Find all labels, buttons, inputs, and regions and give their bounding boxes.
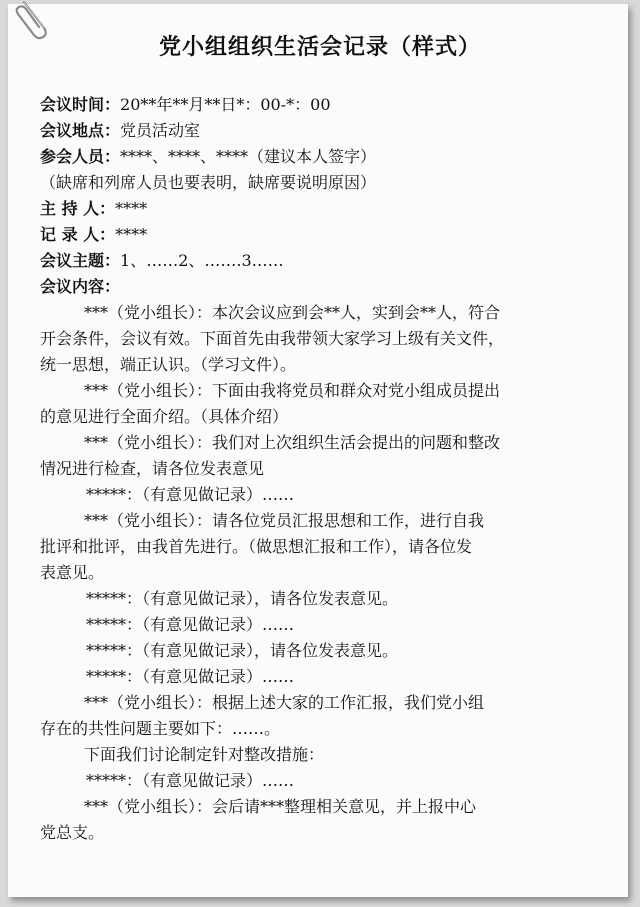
meeting-place-row — [40, 118, 622, 144]
topic-label: 会议主题： — [40, 251, 121, 270]
body-line: ***（党小组长）：我们对上次组织生活会提出的问题和整改 — [84, 433, 501, 452]
host-label: 主 持 人： — [40, 199, 116, 218]
body-line: ***（党小组长）：请各位党员汇报思想和工作，进行自我 — [84, 511, 485, 530]
host-row — [40, 196, 622, 222]
host-value: **** — [115, 199, 148, 218]
meeting-time-value: 20**年**月**日*：00-*：00 — [120, 95, 331, 114]
body-line: ***（党小组长）：会后请***整理相关意见，并上报中心 — [84, 797, 477, 816]
body-line: *****：（有意见做记录），请各位发表意见。 — [86, 589, 399, 608]
recorder-value: **** — [115, 225, 148, 244]
body-line: 批评和批评，由我首先进行。（做思想汇报和工作），请各位发 — [40, 537, 473, 556]
content-row — [40, 274, 622, 300]
meeting-time-label: 会议时间： — [40, 95, 121, 114]
meeting-place-value: 党员活动室 — [120, 121, 201, 140]
body-line: 统一思想，端正认识。（学习文件）。 — [40, 355, 297, 374]
recorder-label: 记 录 人： — [40, 225, 116, 244]
body-line: 党总支。 — [40, 823, 105, 842]
body-line: 存在的共性问题主要如下：……。 — [40, 719, 281, 738]
body-line: *****：（有意见做记录）…… — [86, 485, 295, 504]
topic-value: 1、……2、…….3…… — [120, 251, 284, 270]
attendees-label: 参会人员： — [40, 147, 121, 166]
attendees-value: ****、****、****（建议本人签字） — [120, 147, 377, 166]
body-line: 情况进行检查，请各位发表意见 — [40, 459, 265, 478]
record-content — [40, 92, 622, 846]
page-title: 党小组组织生活会记录（样式） — [158, 34, 481, 60]
attendees-row — [40, 144, 622, 170]
body-line: 开会条件，会议有效。下面首先由我带领大家学习上级有关文件， — [40, 329, 505, 348]
topic-row — [40, 248, 622, 274]
meeting-place-label: 会议地点： — [40, 121, 121, 140]
body-line: *****：（有意见做记录）…… — [86, 771, 295, 790]
body-line: 下面我们讨论制定针对整改措施： — [84, 745, 325, 764]
content-label: 会议内容： — [40, 277, 121, 296]
recorder-row — [40, 222, 622, 248]
attendees-note: （缺席和列席人员也要表明，缺席要说明原因） — [40, 173, 377, 192]
body-line: 的意见进行全面介绍。（具体介绍） — [40, 407, 289, 426]
body-line: *****：（有意见做记录），请各位发表意见。 — [86, 641, 399, 660]
body-line: ***（党小组长）：根据上述大家的工作汇报，我们党小组 — [84, 693, 485, 712]
body-line: *****：（有意见做记录）…… — [86, 615, 295, 634]
body-line: *****：（有意见做记录）…… — [86, 667, 295, 686]
meeting-time-row — [40, 92, 622, 118]
body-line: ***（党小组长）：本次会议应到会**人，实到会**人，符合 — [84, 303, 501, 322]
body-line: 表意见。 — [40, 563, 105, 582]
body-line: ***（党小组长）：下面由我将党员和群众对党小组成员提出 — [84, 381, 501, 400]
